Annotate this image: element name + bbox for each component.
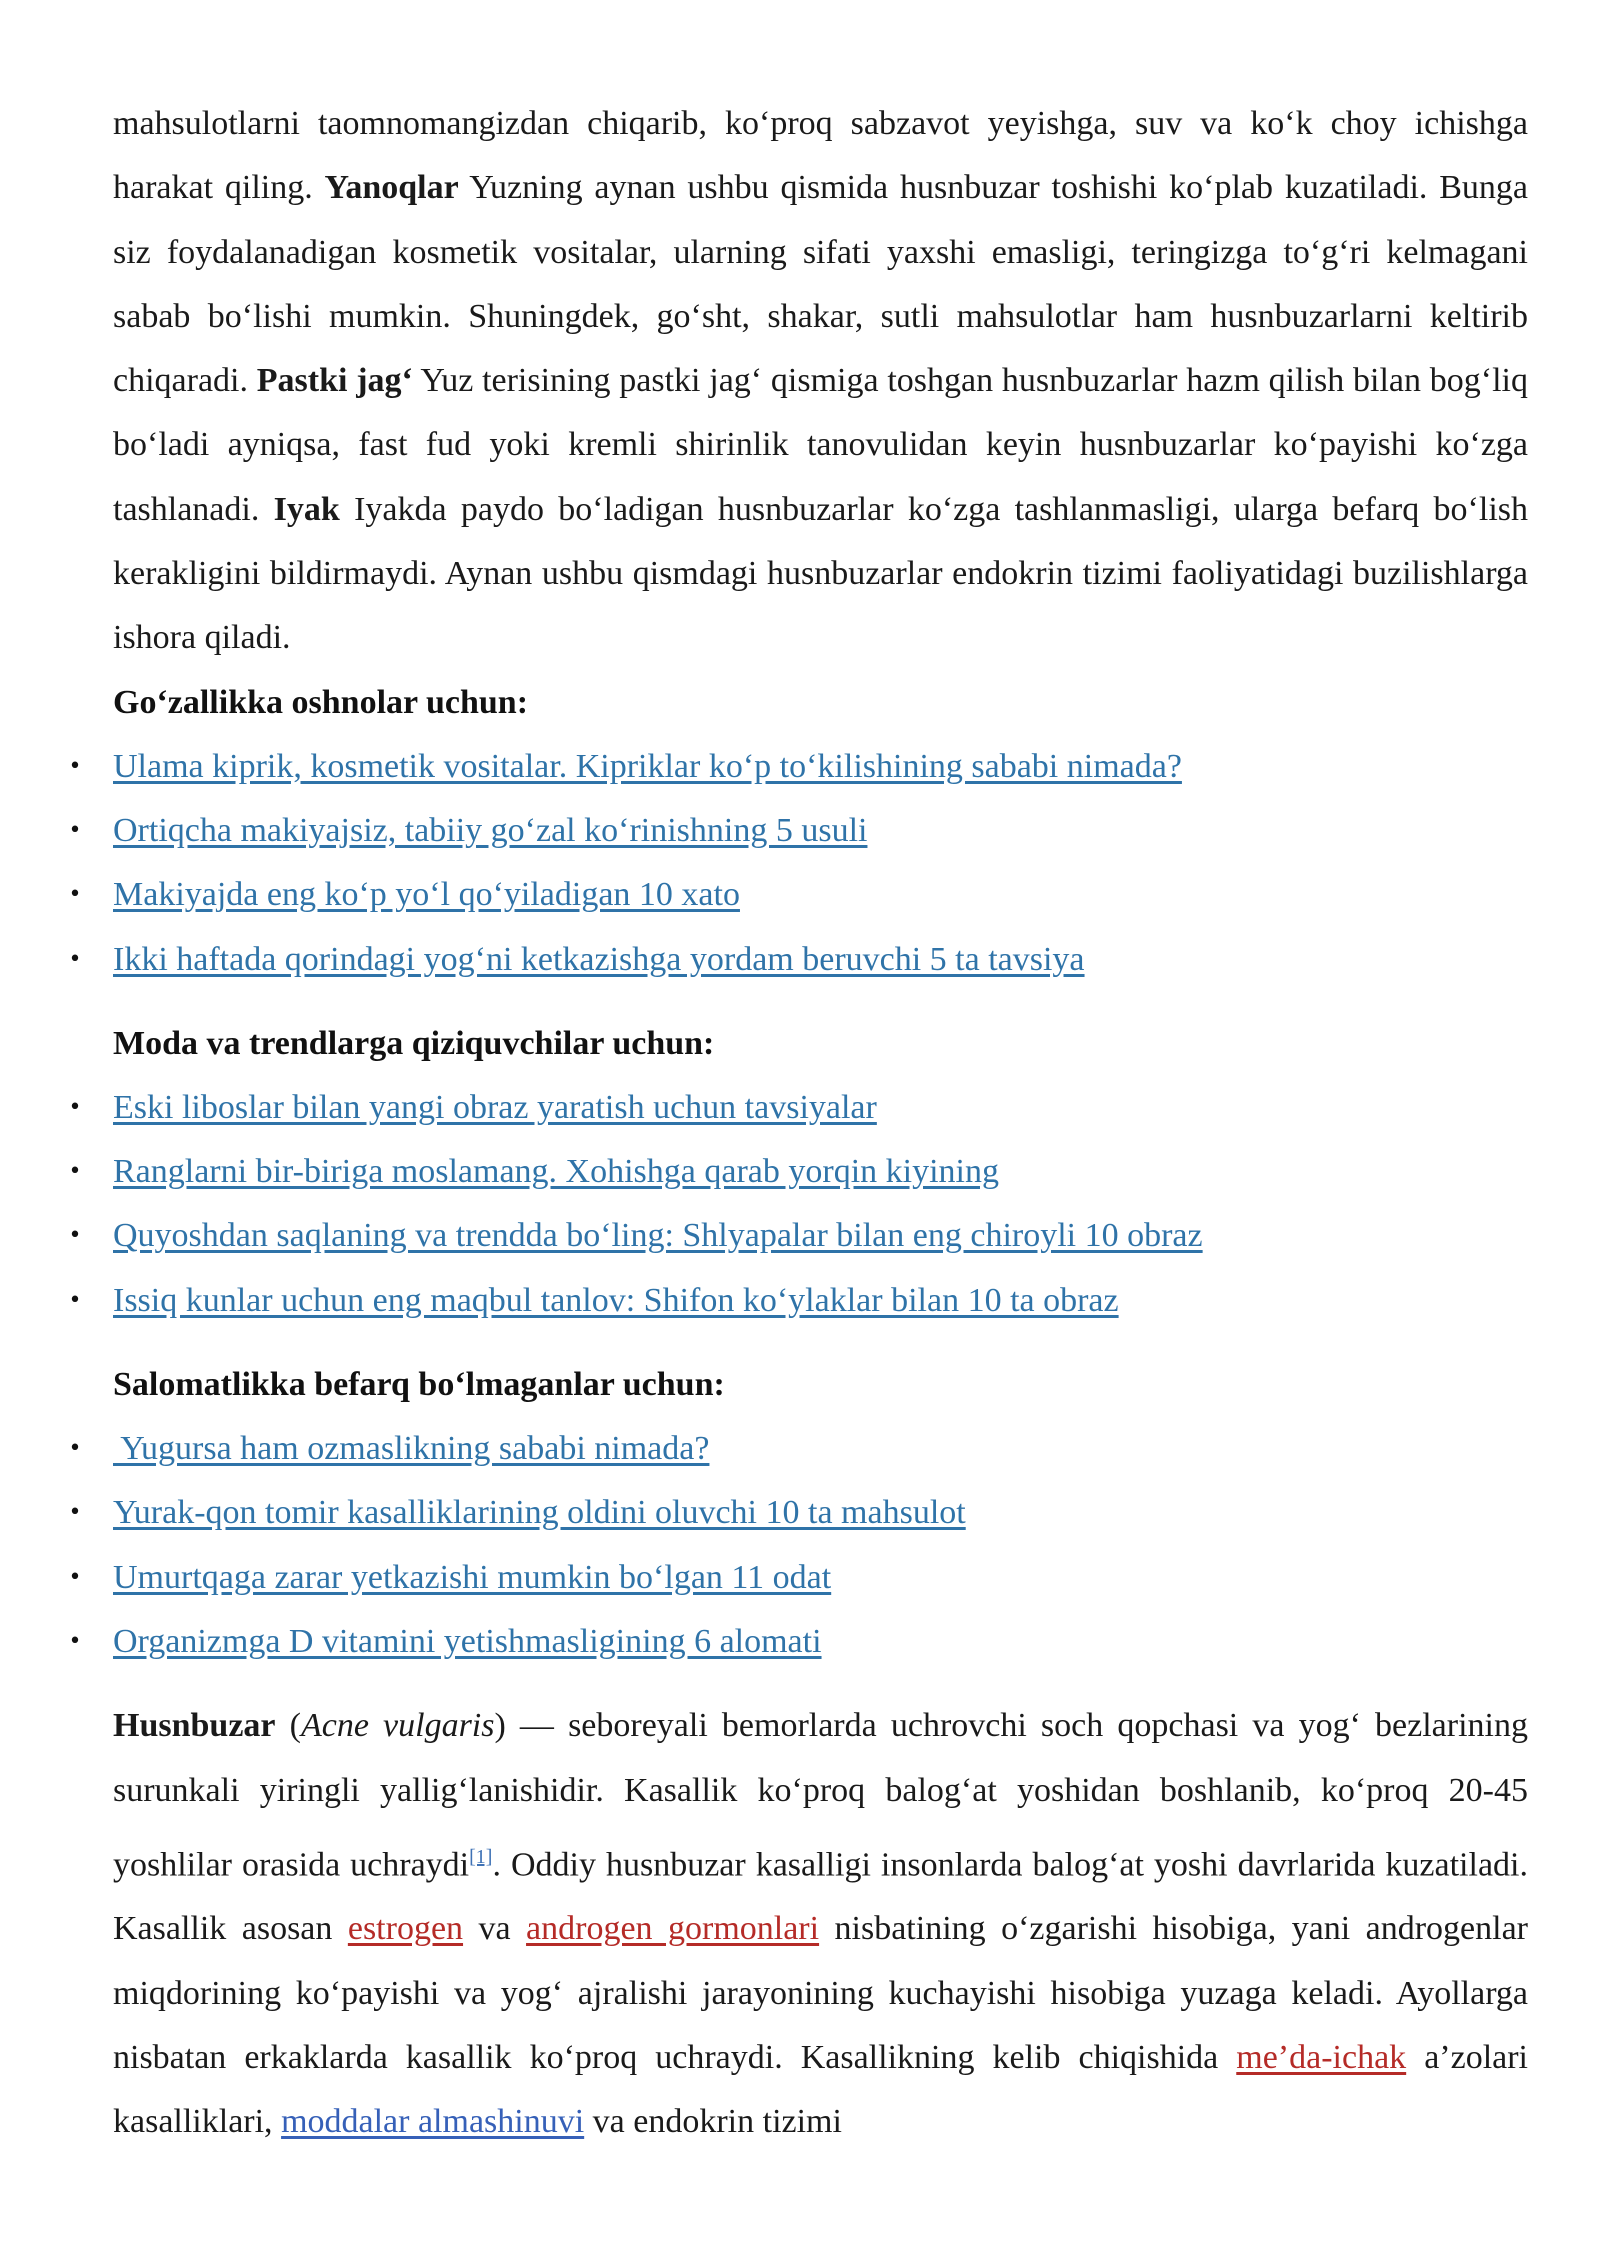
text-run: Yuzning aynan ushbu qismida husnbuzar toshishi ko‘plab kuzatiladi. Bunga siz foydalanadigan kosmetik vositalar, ularning sifati yaxshi emasligi, teringizga to‘g‘ri kelmagani sabab bo‘lishi mumkin. Shuningdek, go‘sht, shakar, sutli mahsulotlar ham husnbuzarlarni keltirib chiqaradi. (113, 169, 1528, 400)
section-heading-beauty: Go‘zallikka oshnolar uchun: (113, 683, 529, 721)
text-run: a’zolari kasalliklari, (113, 2039, 1529, 2141)
article-link[interactable]: Umurtqaga zarar yetkazishi mumkin bo‘lgan 11 odat (113, 1558, 832, 1596)
footnote-link[interactable]: [1] (469, 1845, 493, 1868)
bullet-icon: • (68, 753, 82, 779)
text-run: ( (275, 1707, 301, 1745)
bullet-icon: • (68, 1564, 82, 1590)
term-husnbuzar: Husnbuzar (113, 1707, 276, 1745)
spacer (113, 1333, 1528, 1353)
term-yanoqlar: Yanoqlar (324, 169, 459, 207)
bullet-icon: • (68, 817, 82, 843)
article-link[interactable]: Ortiqcha makiyajsiz, tabiiy go‘zal ko‘rinishning 5 usuli (113, 811, 868, 849)
spacer (113, 992, 1528, 1012)
link-androgen-gormonlari[interactable]: androgen gormonlari (526, 1910, 820, 1948)
spacer (113, 1674, 1528, 1694)
section-heading-fashion: Moda va trendlarga qiziquvchilar uchun: (113, 1024, 715, 1062)
article-link[interactable]: Issiq kunlar uchun eng maqbul tanlov: Shifon ko‘ylaklar bilan 10 ta obraz (113, 1281, 1119, 1319)
link-list-health (68, 1417, 1528, 1674)
bullet-icon: • (68, 882, 82, 908)
text-run: va (463, 1910, 527, 1948)
article-link[interactable]: Yugursa ham ozmaslikning sababi nimada? (113, 1430, 710, 1468)
bullet-icon: • (68, 946, 82, 972)
list-item (68, 863, 1528, 927)
footnote-ref (469, 1839, 492, 1870)
term-pastki-jag: Pastki jag‘ (256, 362, 413, 400)
article-link[interactable]: Organizmga D vitamini yetishmasligining 6 alomati (113, 1622, 822, 1660)
article-link[interactable]: Quyoshdan saqlaning va trendda bo‘ling: Shlyapalar bilan eng chiroyli 10 obraz (113, 1217, 1203, 1255)
section-heading-health: Salomatlikka befarq bo‘lmaganlar uchun: (113, 1366, 725, 1404)
link-moddalar-almashinuvi[interactable]: moddalar almashinuvi (281, 2103, 585, 2141)
text-run: va endokrin tizimi (584, 2103, 842, 2141)
article-link[interactable]: Eski liboslar bilan yangi obraz yaratish uchun tavsiyalar (113, 1088, 877, 1126)
article-link[interactable]: Ulama kiprik, kosmetik vositalar. Kipriklar ko‘p to‘kilishining sababi nimada? (113, 747, 1182, 785)
bullet-icon: • (68, 1500, 82, 1526)
bullet-icon: • (68, 1436, 82, 1462)
list-item (68, 1076, 1528, 1140)
link-list-beauty (68, 735, 1528, 992)
bullet-icon: • (68, 1628, 82, 1654)
article-link[interactable]: Yurak-qon tomir kasalliklarining oldini oluvchi 10 ta mahsulot (113, 1494, 966, 1532)
article-link[interactable]: Ranglarni bir-biriga moslamang. Xohishga qarab yorqin kiyining (113, 1153, 999, 1191)
term-iyak: Iyak (273, 490, 340, 528)
text-run: ) — seboreyali bemorlarda uchrovchi soch qopchasi va yog‘ bezlarining surunkali yiringli yallig‘lanishidir. Kasallik ko‘proq balog‘at yoshidan boshlanib, ko‘proq 20-45 yoshlilar orasida uchraydi (113, 1707, 1528, 1884)
bullet-icon: • (68, 1094, 82, 1120)
list-item (68, 799, 1528, 863)
list-item (68, 1140, 1528, 1204)
article-link[interactable]: Ikki haftada qorindagi yog‘ni ketkazishga yordam beruvchi 5 ta tavsiya (113, 940, 1085, 978)
paragraph-face-zones (113, 92, 1528, 671)
text-run: . Oddiy husnbuzar kasalligi insonlarda balog‘at yoshi davrlarida kuzatiladi. Kasallik asosan (113, 1846, 1528, 1948)
link-meda-ichak[interactable]: me’da-ichak (1236, 2039, 1407, 2077)
list-item (68, 928, 1528, 992)
text-run: mahsulotlarni taomnomangizdan chiqarib, ko‘proq sabzavot yeyishga, suv va ko‘k choy ichishga harakat qiling. (113, 105, 1528, 207)
list-item (68, 1546, 1528, 1610)
bullet-icon: • (68, 1287, 82, 1313)
list-item (68, 1610, 1528, 1674)
text-run: Iyakda paydo bo‘ladigan husnbuzarlar ko‘zga tashlanmasligi, ularga befarq bo‘lish kerakligini bildirmaydi. Aynan ushbu qismdagi husnbuzarlar endokrin tizimi faoliyatidagi buzilishlarga ishora qiladi. (113, 490, 1528, 657)
list-item (68, 1269, 1528, 1333)
text-run: Yuz terisining pastki jag‘ qismiga toshgan husnbuzarlar hazm qilish bilan bog‘liq bo‘ladi ayniqsa, fast fud yoki kremli shirinlik tanovulidan keyin husnbuzarlar ko‘payishi ko‘zga tashlanadi. (113, 362, 1528, 528)
text-run: nisbatining o‘zgarishi hisobiga, yani androgenlar miqdorining ko‘payishi va yog‘ ajralishi jarayonining kuchayishi hisobiga yuzaga keladi. Ayollarga nisbatan erkaklarda kasallik ko‘proq uchraydi. Kasallikning kelib chiqishida (113, 1910, 1529, 2077)
bullet-icon: • (68, 1159, 82, 1185)
article-link[interactable]: Makiyajda eng ko‘p yo‘l qo‘yiladigan 10 xato (113, 876, 740, 914)
list-item (68, 1204, 1528, 1268)
latin-name: Acne vulgaris (300, 1707, 495, 1745)
bullet-icon: • (68, 1223, 82, 1249)
list-item (68, 1417, 1528, 1481)
link-estrogen[interactable]: estrogen (347, 1910, 464, 1948)
list-item (68, 735, 1528, 799)
paragraph-acne-definition (113, 1694, 1528, 2154)
link-list-fashion (68, 1076, 1528, 1333)
list-item (68, 1481, 1528, 1545)
